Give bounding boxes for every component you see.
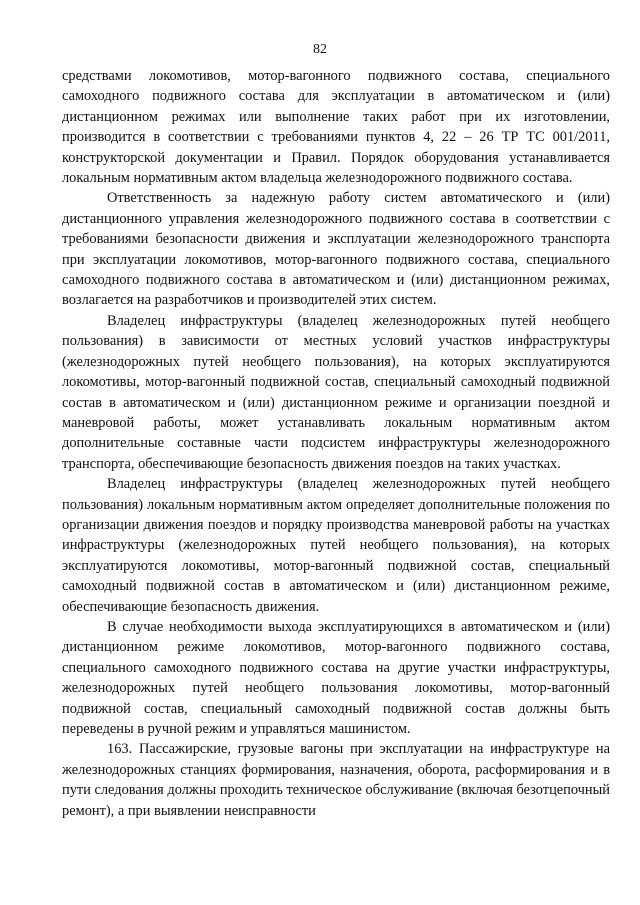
paragraph-responsibility: Ответственность за надежную работу систем автоматического и (или) дистанционного управления железнодорожного подвижного состава в соответствии с требованиями безопасности движения и эксплуатации железнодорожного транспорта при эксплуатации локомотивов, мотор-вагонного подвижного состава, специального самоходного подвижного состава в автоматическом и (или) дистанционном режимах, возлагается на разработчиков и производителей этих систем. (62, 190, 610, 309)
document-body (62, 66, 610, 821)
paragraph-infrastructure-owner-components: Владелец инфраструктуры (владелец железнодорожных путей необщего пользования) в зависимости от местных условий участков инфраструктуры (железнодорожных путей необщего пользования), на которых эксплуатируются локомотивы, мотор-вагонный подвижной состав, специальный самоходный подвижной состав в автоматическом и (или) дистанционном режиме и организации поездной и маневровой работы, может устанавливать локальным нормативным актом дополнительные составные части подсистем инфраструктуры железнодорожного транспорта, обеспечивающие безопасность движения поездов на таких участках. (62, 312, 610, 472)
paragraph-continuation: средствами локомотивов, мотор-вагонного подвижного состава, специального самоходного подвижного состава для эксплуатации в автоматическом и (или) дистанционном режимах или выполнение таких работ при их изготовлении, производится в соответствии с требованиями пунктов 4, 22 – 26 ТР ТС 001/2011, конструкторской документации и Правил. Порядок оборудования устанавливается локальным нормативным актом владельца железнодорожного подвижного состава. (62, 68, 610, 187)
paragraph-item-163: 163. Пассажирские, грузовые вагоны при эксплуатации на инфраструктуре на железнодорожных станциях формирования, назначения, оборота, расформирования и в пути следования должны проходить техническое обслуживание (включая безотцепочный ремонт), а при выявлении неисправности (62, 741, 610, 819)
paragraph-manual-mode: В случае необходимости выхода эксплуатирующихся в автоматическом и (или) дистанционном режиме локомотивов, мотор-вагонного подвижного состава, специального самоходного подвижного состава на другие участки инфраструктуры, железнодорожных путей необщего пользования локомотивы, мотор-вагонный подвижной состав, специальный самоходный подвижной состав должны быть переведены в ручной режим и управляться машинистом. (62, 618, 610, 737)
paragraph-infrastructure-owner-regulations: Владелец инфраструктуры (владелец железнодорожных путей необщего пользования) локальным нормативным актом определяет дополнительные положения по организации движения поездов и порядку производства маневровой работы на участках инфраструктуры (железнодорожных путей необщего пользования), на которых эксплуатируются локомотивы, мотор-вагонный подвижной состав, специальный самоходный подвижной состав в автоматическом и (или) дистанционном режиме, обеспечивающие безопасность движения. (62, 476, 610, 615)
page-number: 82 (313, 42, 327, 57)
